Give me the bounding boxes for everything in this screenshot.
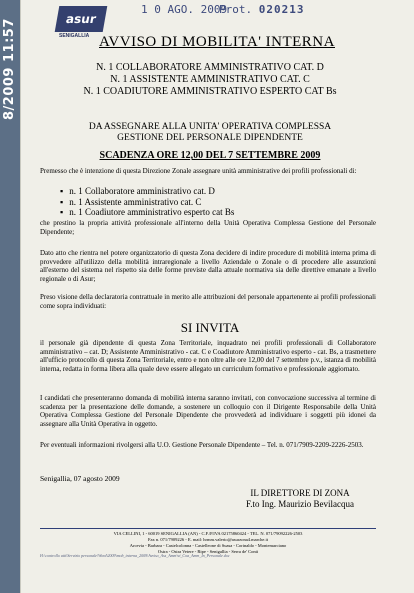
position-item: N. 1 ASSISTENTE AMMINISTRATIVO CAT. C (110, 74, 310, 85)
photo-timestamp: 8/2009 11:57 (2, 18, 17, 120)
document-title: AVVISO DI MOBILITA' INTERNA (99, 34, 335, 50)
bullet-item: ▪ n. 1 Coadiutore amministrativo esperto cat Bs (60, 207, 234, 218)
protocol-number: 020213 (258, 3, 305, 16)
dateline: Senigallia, 07 agosto 2009 (40, 474, 120, 483)
footer-divider (40, 528, 376, 529)
si-invita-heading: SI INVITA (180, 320, 240, 335)
position-item: N. 1 COADIUTORE AMMINISTRATIVO ESPERTO CAT Bs (83, 86, 337, 97)
position-item: N. 1 COLLABORATORE AMMINISTRATIVO CAT. D (96, 62, 324, 73)
deadline: SCADENZA ORE 12,00 DEL 7 SETTEMBRE 2009 (99, 150, 321, 161)
signature-name: F.to Ing. Maurizio Bevilacqua (245, 499, 354, 509)
assignment-line: GESTIONE DEL PERSONALE DIPENDENTE (117, 133, 303, 143)
protocol-label: Prot. (219, 3, 253, 16)
paragraph-5: il personale già dipendente di questa Zona Territoriale, inquadrato nei profili professionali di Collaboratore amministrativo – cat. D; Assistente Amministrativo - cat. C e Coadiutore Amministrativo esperto - cat. Bs, a trasmettere all'ufficio protocollo di questa Zona Territoriale, entro e non oltre alle ore 12,00 del 7 settembre p.v., istanza di mobilità interna, redatta in forma libera alla quale deve essere allegato un curriculum formativo e professionale aggiornato. (40, 339, 376, 373)
paragraph-4: Preso visione della declaratoria contrattuale in merito alle attribuzioni del personale appartenente ai profili professionali come sopra individuati: (40, 293, 376, 310)
assignment-line: DA ASSEGNARE ALLA UNITA' OPERATIVA COMPLESSA (88, 122, 332, 132)
footer-fax-email: Fax n. 071/7909226 - E. mail: hrmm.valerio@asurzona4.marche.it (148, 537, 268, 542)
intro-paragraph: Premesso che è intenzione di questa Direzione Zonale assegnare unità amministrative dei profili professionali di: (40, 167, 357, 175)
logo-place: SENIGALLIA (59, 33, 90, 39)
footer-address: VIA CELLINI, 1 - 60019 SENIGALLIA (AN) - C.F./P.IVA 02175860424 - TEL. N. 071/79092226-2503 (113, 531, 303, 536)
date-stamp: 1 0 AGO. 2009 (141, 3, 228, 16)
paragraph-2: che prestino la propria attività professionale all'interno della Unità Operativa Complessa Gestione del Personale Dipendente; (40, 219, 376, 236)
protocol-stamp (219, 3, 305, 16)
footer (40, 531, 376, 555)
signature-block (220, 488, 380, 510)
bullet-item: ▪ n. 1 Assistente amministrativo cat. C (60, 197, 234, 208)
bullet-item: ▪ n. 1 Collaboratore amministrativo cat. D (60, 186, 234, 197)
paragraph-7: Per eventuali informazioni rivolgersi alla U.O. Gestione Personale Dipendente – Tel. n. 071/7909-2209-2226-2503. (40, 441, 364, 449)
footer-towns: Arcevia - Barbara - Castelcolonna - Castelleone di Suasa - Corinaldo - Montemarciano (129, 543, 287, 548)
file-path: H:\controllo atti\Servizio personale\Word\2009\mob_interna_2009\Avviso_Ass_Amm\vi_Coa_Amm_In_Personale.doc (40, 553, 230, 558)
asur-logo: asur (55, 6, 108, 32)
paragraph-6: I candidati che presenteranno domanda di mobilità interna saranno invitati, con convocazione successiva al termine di scadenza per la presentazione delle domande, a sostenere un colloquio con il Dirigente Responsabile della Unità Operativa Complessa Gestione del Personale Dipendente che provvederà ad individuare i soggetti più idonei da assegnare alla Unità Operativa in oggetto. (40, 394, 376, 428)
positions-list (50, 62, 370, 98)
assignment-heading (50, 122, 370, 144)
signature-role: IL DIRETTORE DI ZONA (250, 488, 350, 498)
paragraph-3: Dato atto che rientra nel potere organizzatorio di questa Zona decidere di indire procedure di mobilità interna prima di provvedere all'utilizzo della mobilità intraregionale a livello Aziendale o Zonale o di procedere alle assunzioni all'esterno del sistema nel rispetto sia delle forme previste dalla attuale normativa sia delle direttive emanate a livello regionale o di Asur; (40, 249, 376, 283)
profile-bullets (60, 186, 234, 218)
footer-towns: Ostra - Ostra Vetere - Ripe - Senigallia - Serra de' Conti (157, 549, 259, 554)
